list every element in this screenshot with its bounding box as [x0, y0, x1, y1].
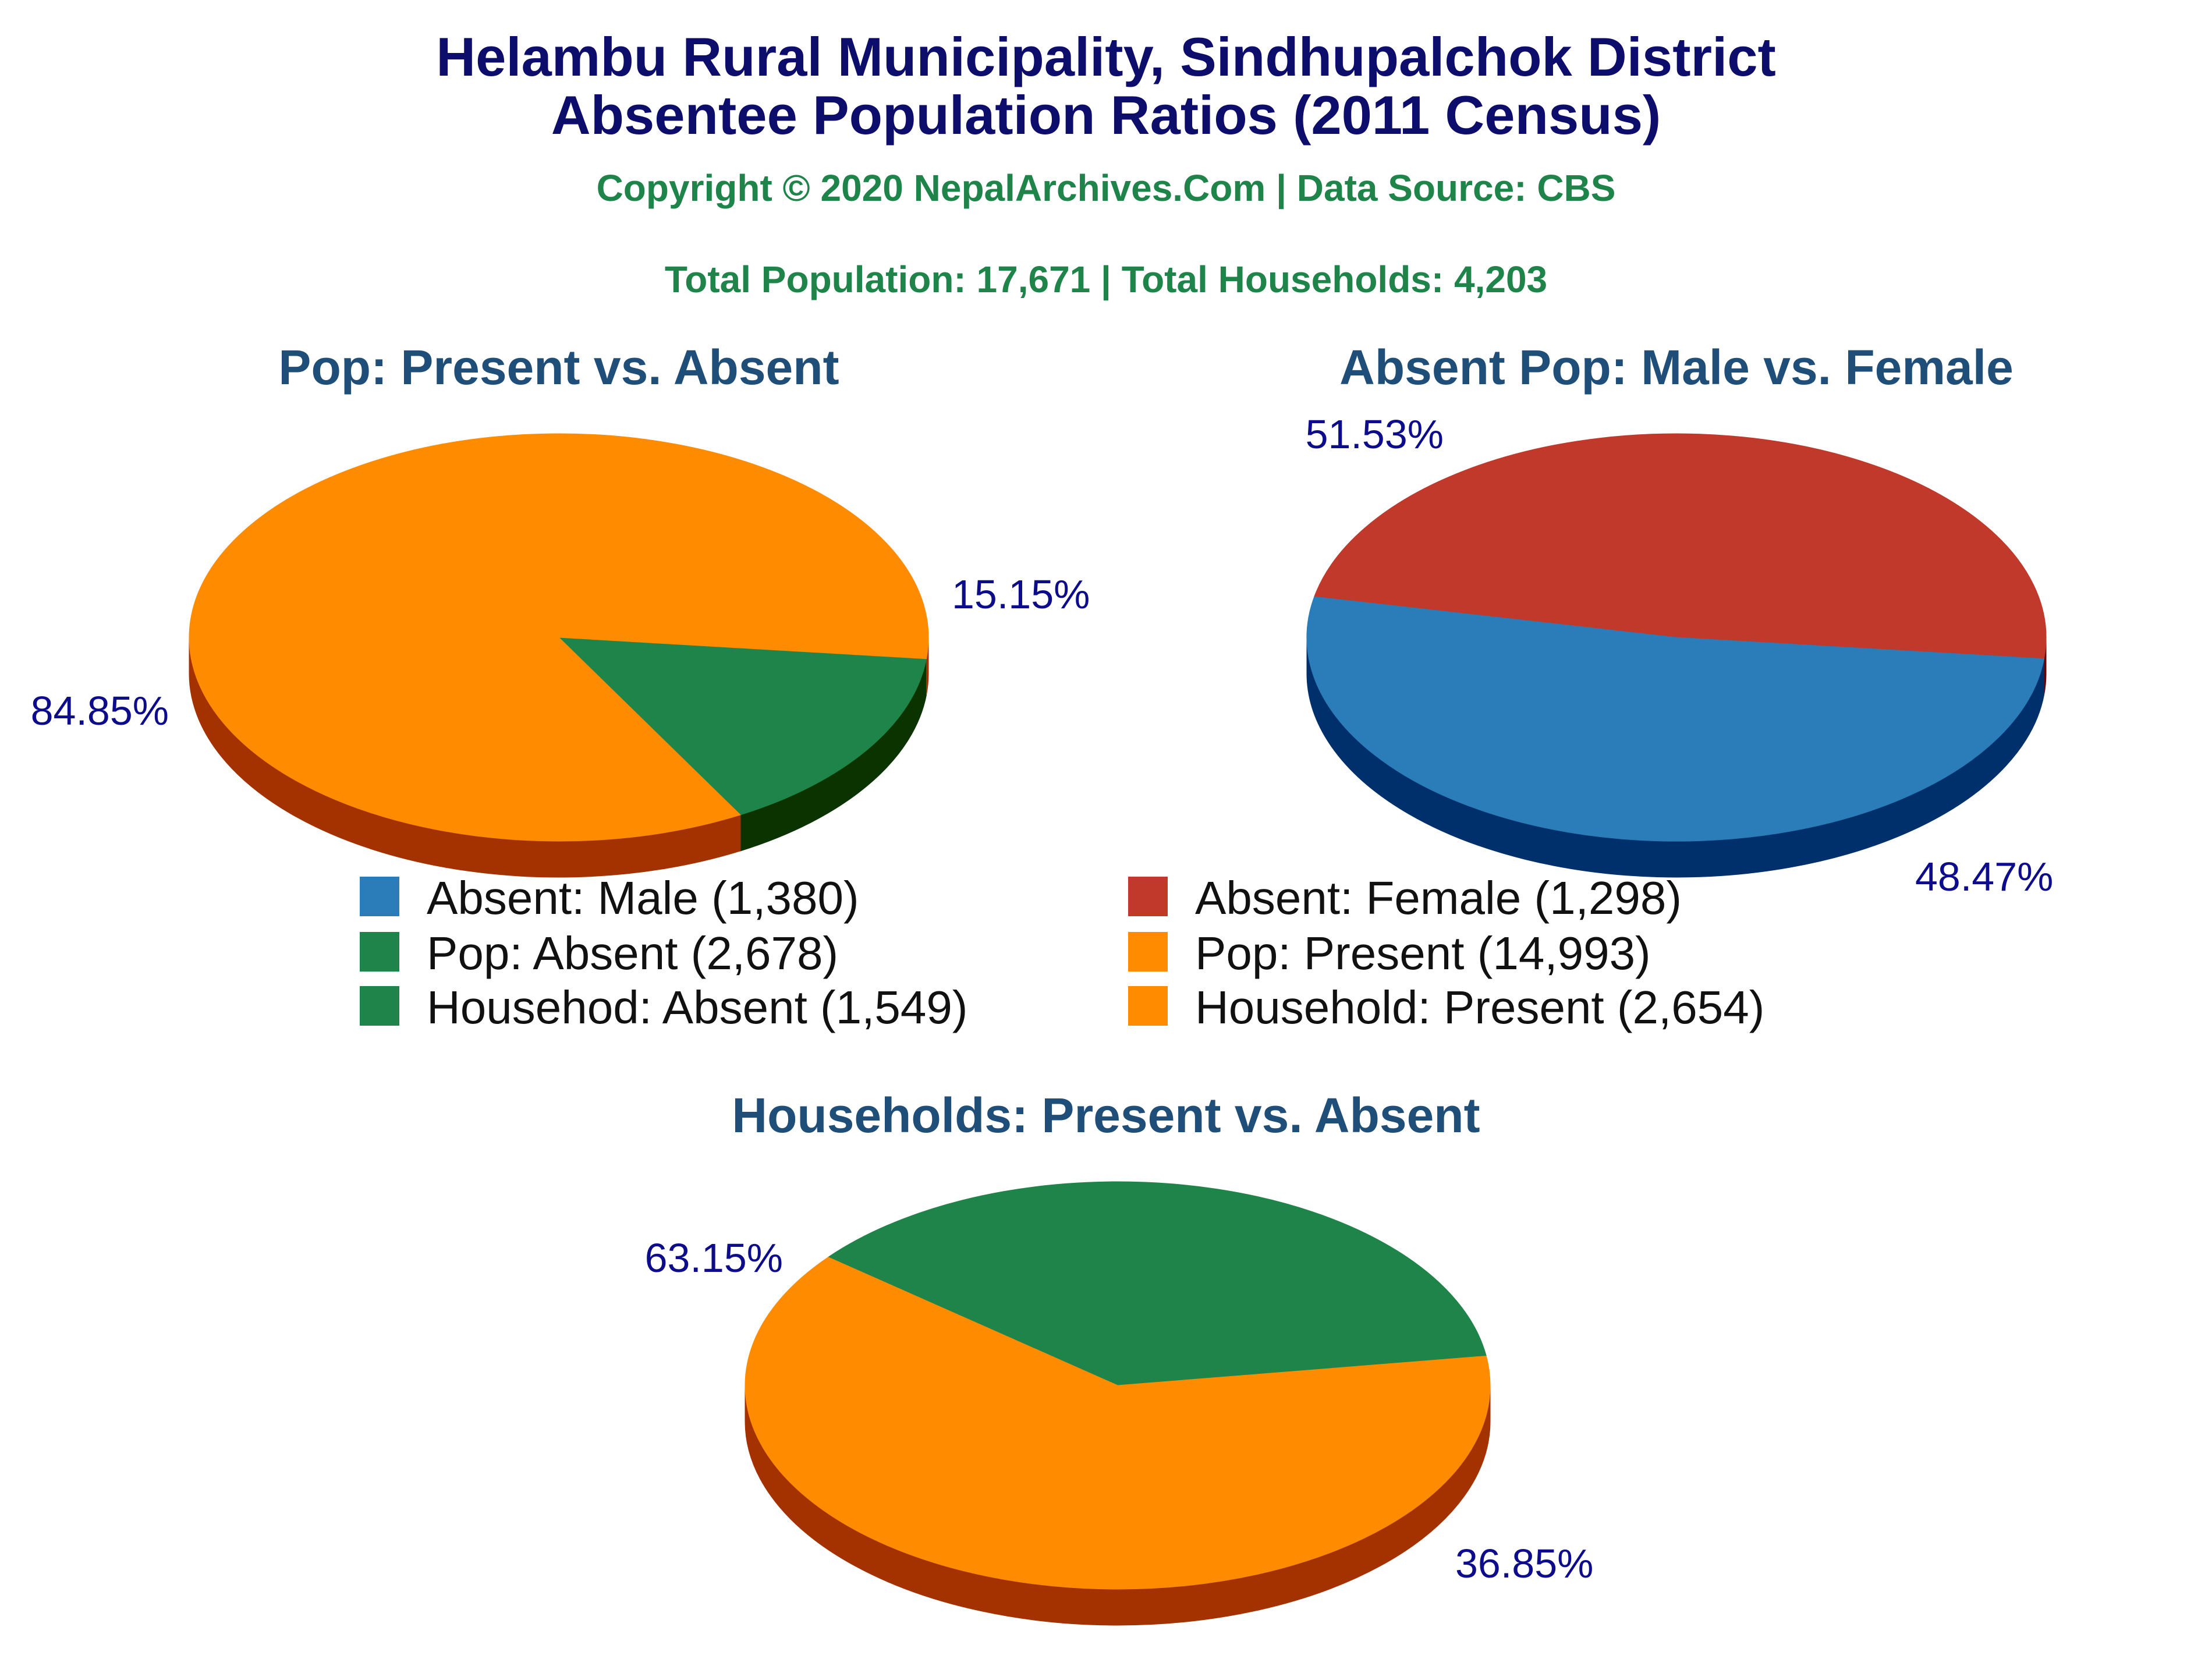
totals-text: Total Population: 17,671 | Total Households: 4,203	[664, 258, 1548, 300]
legend-label-0: Absent: Male (1,380)	[427, 872, 859, 924]
legend-label-3: Pop: Present (14,993)	[1195, 927, 1651, 979]
pie-2-percent-label-0: 36.85%	[1455, 1541, 1594, 1586]
legend-swatch-5	[1128, 986, 1168, 1026]
legend-label-5: Household: Present (2,654)	[1195, 981, 1765, 1033]
pie-2-percent-label-1: 63.15%	[644, 1235, 783, 1281]
pie-1-percent-label-0: 48.47%	[1915, 854, 2054, 899]
legend-label-1: Absent: Female (1,298)	[1195, 872, 1682, 924]
pie-title-absent-gender: Absent Pop: Male vs. Female	[1339, 340, 2014, 395]
pie-title-households: Households: Present vs. Absent	[732, 1088, 1480, 1143]
chart-title-line2: Absentee Population Ratios (2011 Census)	[551, 84, 1661, 146]
legend-swatch-0	[360, 877, 399, 916]
legend-swatch-1	[1128, 877, 1168, 916]
pie-title-population: Pop: Present vs. Absent	[278, 340, 839, 395]
chart-title-line1: Helambu Rural Municipality, Sindhupalchok District	[436, 26, 1776, 87]
pie-0-percent-label-0: 15.15%	[952, 572, 1090, 617]
legend-swatch-2	[360, 932, 399, 972]
pie-0-percent-label-1: 84.85%	[30, 688, 169, 733]
legend-label-2: Pop: Absent (2,678)	[427, 927, 839, 979]
legend-swatch-4	[360, 986, 399, 1026]
copyright-text: Copyright © 2020 NepalArchives.Com | Data Source: CBS	[596, 167, 1616, 209]
pie-1-percent-label-1: 51.53%	[1305, 412, 1444, 457]
legend-label-4: Househod: Absent (1,549)	[427, 981, 968, 1033]
legend-swatch-3	[1128, 932, 1168, 972]
